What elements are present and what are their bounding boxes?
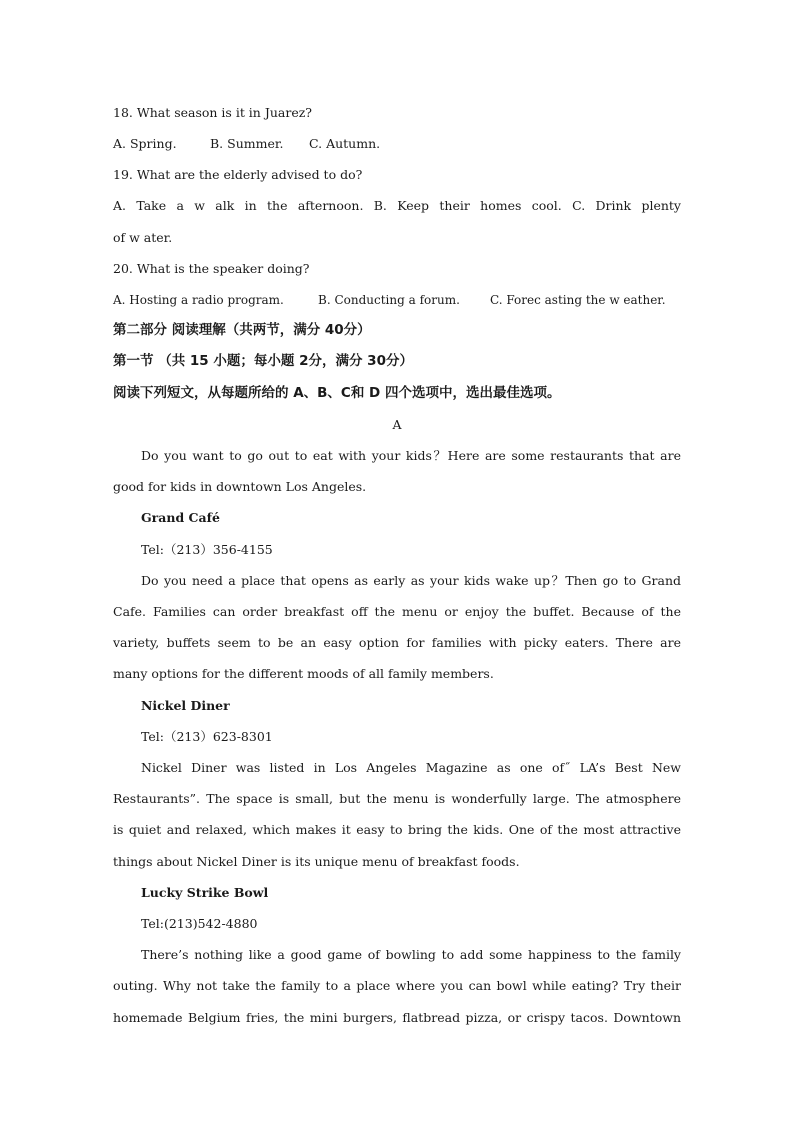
- question-19-options-line1: A. Take a w alk in the afternoon. B. Keep their homes cool. C. Drink plenty: [113, 198, 681, 213]
- q20-option-a: A. Hosting a radio program.: [113, 293, 284, 307]
- passage-label: A: [392, 417, 402, 432]
- q20-option-b: B. Conducting a forum.: [318, 293, 460, 307]
- q18-option-c: C. Autumn.: [309, 136, 381, 151]
- restaurant-name-lucky-strike: Lucky Strike Bowl: [141, 885, 269, 900]
- question-18-options: [113, 136, 681, 152]
- nickel-diner-line-1: Nickel Diner was listed in Los Angeles Magazine as one of˝ LA’s Best New: [141, 760, 681, 775]
- nickel-diner-line-3: is quiet and relaxed, which makes it easy to bring the kids. One of the most attractive: [113, 822, 681, 837]
- restaurant-name-grand-cafe: Grand Café: [141, 510, 220, 525]
- question-19: 19. What are the elderly advised to do?: [113, 167, 363, 182]
- grand-cafe-line-3: variety, buffets seem to be an easy option for families with picky eaters. There are: [113, 635, 681, 650]
- question-20: 20. What is the speaker doing?: [113, 261, 310, 276]
- grand-cafe-line-2: Cafe. Families can order breakfast off the menu or enjoy the buffet. Because of the: [113, 604, 681, 619]
- q18-option-a: A. Spring.: [113, 136, 177, 151]
- grand-cafe-line-4: many options for the different moods of all family members.: [113, 666, 494, 681]
- nickel-diner-line-4: things about Nickel Diner is its unique menu of breakfast foods.: [113, 854, 520, 869]
- nickel-diner-line-2: Restaurants”. The space is small, but the menu is wonderfully large. The atmosphere: [113, 791, 681, 806]
- question-20-options: [113, 292, 681, 308]
- lucky-strike-line-3: homemade Belgium fries, the mini burgers, flatbread pizza, or crispy tacos. Downtown: [113, 1010, 681, 1025]
- restaurant-tel-grand-cafe: Tel:（213）356-4155: [141, 542, 273, 557]
- instruction: 阅读下列短文，从每题所给的 A、B、C和 D 四个选项中，选出最佳选项。: [113, 385, 561, 401]
- grand-cafe-line-1: Do you need a place that opens as early as your kids wake up？Then go to Grand: [141, 573, 681, 588]
- lucky-strike-line-1: There’s nothing like a good game of bowling to add some happiness to the family: [141, 947, 681, 962]
- restaurant-tel-lucky-strike: Tel:(213)542-4880: [141, 916, 258, 931]
- q20-option-c: C. Forec asting the w eather.: [490, 293, 666, 307]
- restaurant-tel-nickel-diner: Tel:（213）623-8301: [141, 729, 273, 744]
- intro-line-2: good for kids in downtown Los Angeles.: [113, 479, 367, 494]
- part-title: 第二部分 阅读理解（共两节，满分 40分）: [113, 322, 371, 338]
- restaurant-name-nickel-diner: Nickel Diner: [141, 698, 230, 713]
- q18-option-b: B. Summer.: [210, 136, 284, 151]
- question-18: 18. What season is it in Juarez?: [113, 105, 313, 120]
- subsection-title: 第一节 （共 15 小题；每小题 2分，满分 30分）: [113, 353, 413, 369]
- lucky-strike-line-2: outing. Why not take the family to a place where you can bowl while eating? Try their: [113, 978, 681, 993]
- question-19-options-line2: of w ater.: [113, 230, 173, 245]
- intro-line-1: Do you want to go out to eat with your kids？Here are some restaurants that are: [141, 448, 681, 463]
